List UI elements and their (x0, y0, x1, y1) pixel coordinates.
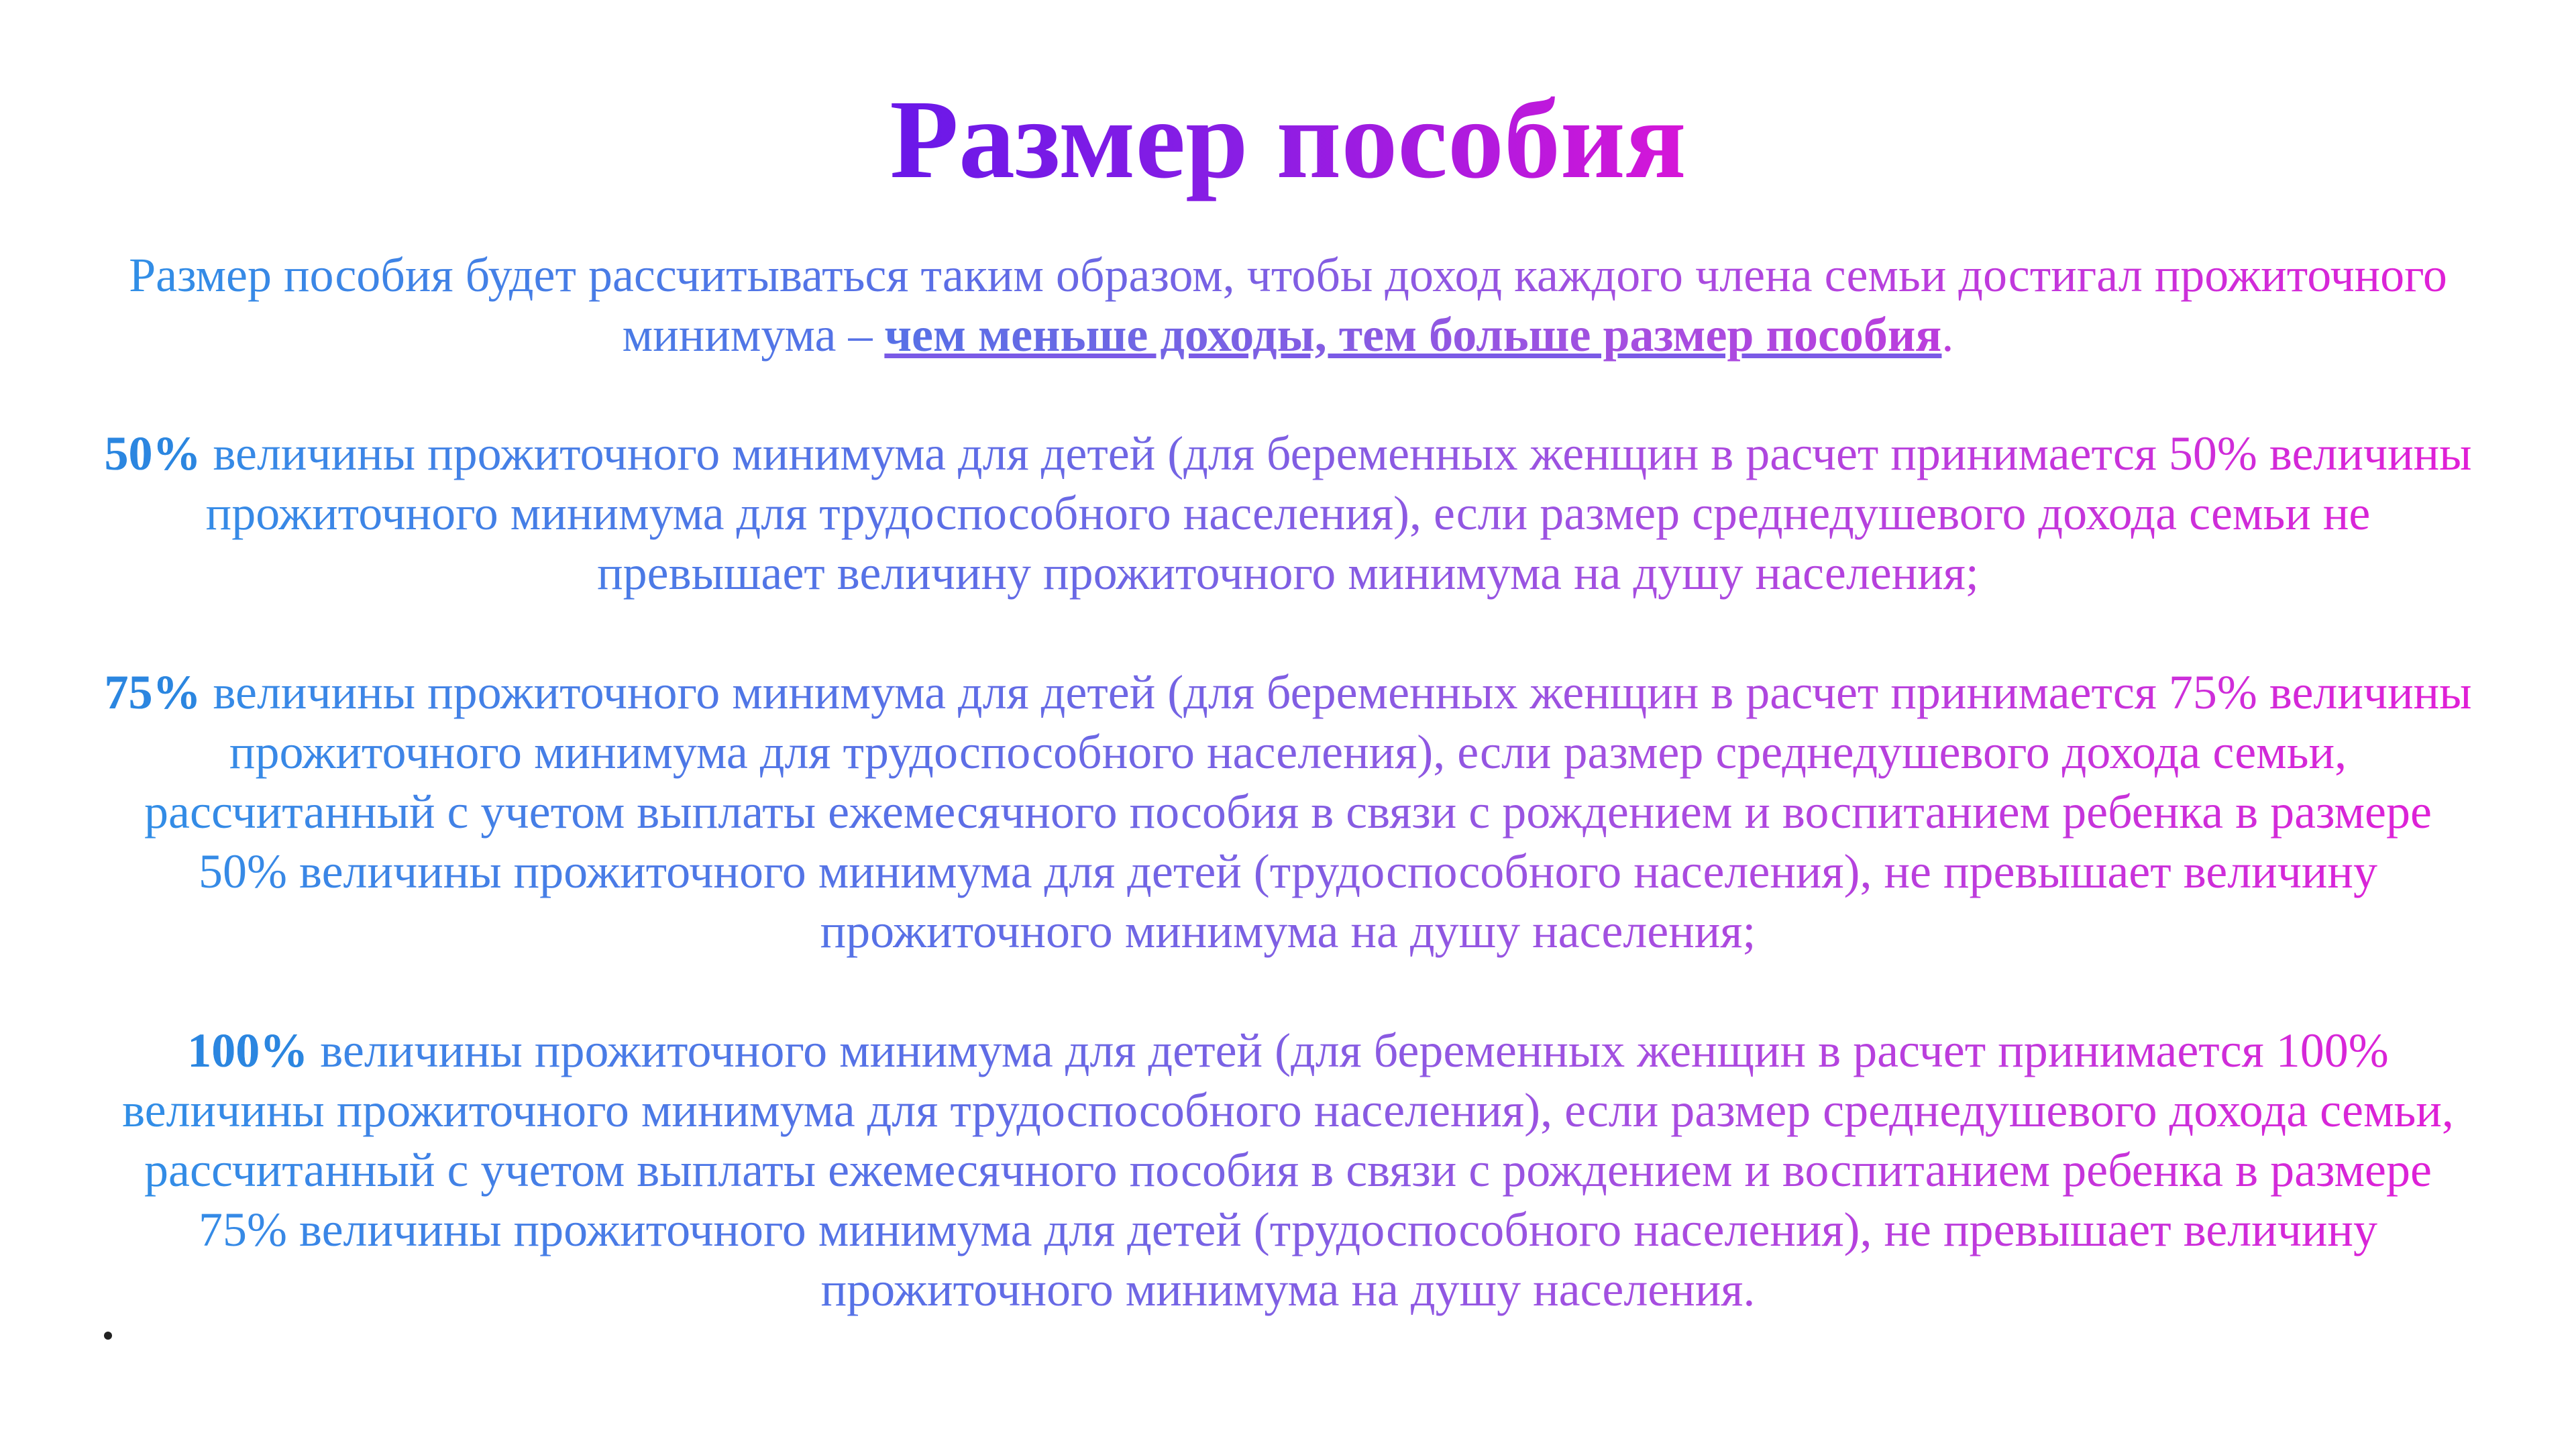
intro-end: . (1941, 308, 1954, 362)
tier-paragraph-75 (101, 663, 2475, 961)
tier-paragraph-50 (101, 424, 2475, 603)
slide-title (0, 72, 2576, 207)
tier-percent: 100% (187, 1024, 309, 1077)
tier-text: величины прожиточного минимума для детей (для беременных женщин в расчет принимается 100% величины прожиточного минимума для трудоспособного населения), если размер среднедушевого дохода семьи, рассчитанный с учетом выплаты ежемесячного пособия в связи с рождением и воспитанием ребенка в размере 75% величины прожиточного минимума для детей (трудоспособного населения), не превышает величину прожиточного минимума на душу населения. (122, 1024, 2454, 1316)
tier-percent: 75% (104, 665, 201, 719)
intro-paragraph (101, 246, 2475, 365)
intro-text: Размер пособия будет рассчитываться таким образом, чтобы доход каждого члена семьи достигал прожиточного минимума – (129, 248, 2447, 362)
tier-text: величины прожиточного минимума для детей (для беременных женщин в расчет принимается 50% величины прожиточного минимума для трудоспособного населения), если размер среднедушевого дохода семьи не превышает величину прожиточного минимума на душу населения; (201, 427, 2472, 600)
intro-emphasis: чем меньше доходы, тем больше размер пособия (884, 308, 1942, 362)
tier-paragraph-100 (101, 1021, 2475, 1320)
slide-title-text: Размер пособия (890, 77, 1686, 202)
tier-percent: 50% (104, 427, 201, 480)
bullet-dot (104, 1332, 112, 1340)
tier-text: величины прожиточного минимума для детей (для беременных женщин в расчет принимается 75% величины прожиточного минимума для трудоспособного населения), если размер среднедушевого дохода семьи, рассчитанный с учетом выплаты ежемесячного пособия в связи с рождением и воспитанием ребенка в размере 50% величины прожиточного минимума для детей (трудоспособного населения), не превышает величину прожиточного минимума на душу населения; (144, 665, 2472, 958)
